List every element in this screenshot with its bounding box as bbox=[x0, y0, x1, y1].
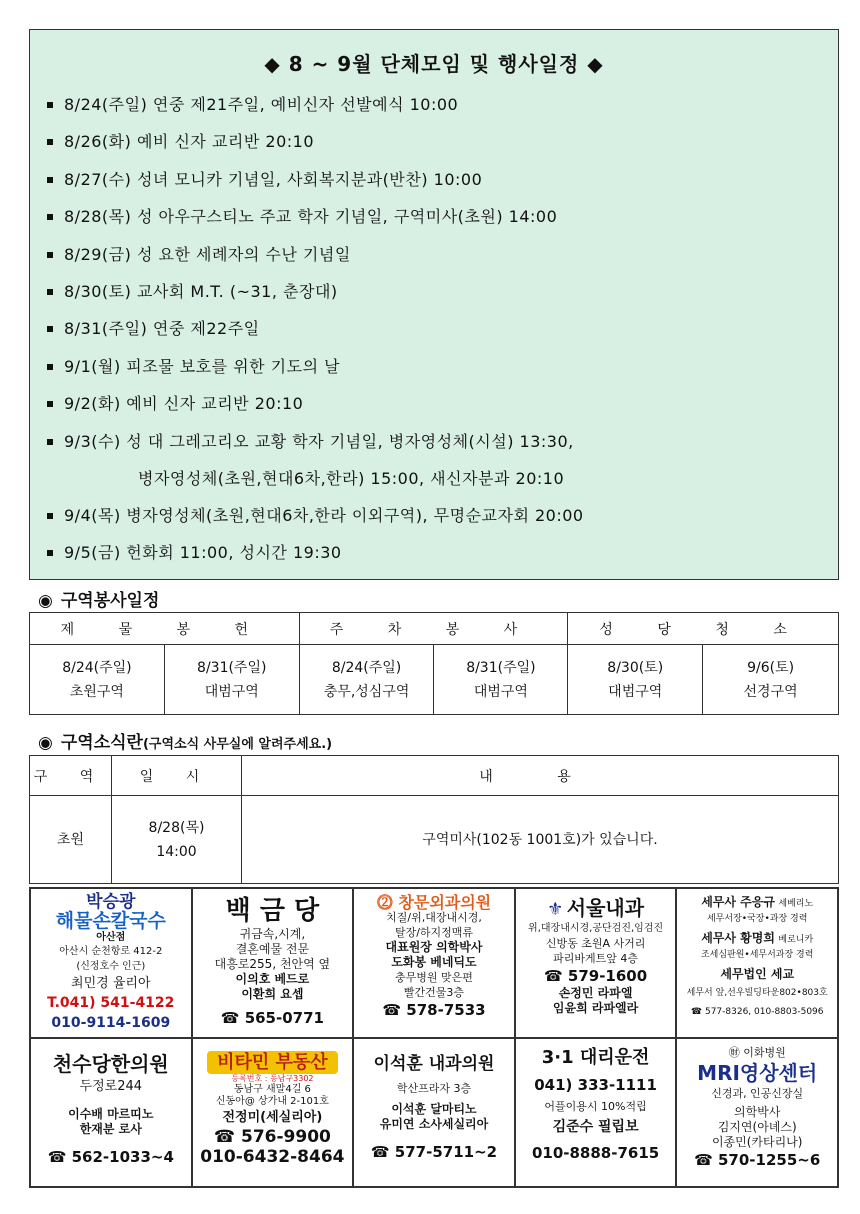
ad-seoul-clinic: ⚜ 서울내과 위,대장내시경,공단검진,임검진 신방동 초원A 사거리 파리바게트앞 4층 ☎ 579-1600 손정민 라파엘 임윤희 라파엘라 bbox=[515, 888, 677, 1038]
list-item: 8/24(주일) 연중 제21주일, 예비신자 선발예식 10:00 bbox=[30, 93, 838, 130]
table-row bbox=[30, 645, 839, 715]
square-bullet-icon bbox=[47, 439, 53, 445]
table-header: 일 시 bbox=[112, 756, 242, 796]
clinic-logo: ⚜ 서울내과 bbox=[547, 896, 645, 920]
circle-bullet-icon: ◉ bbox=[38, 733, 53, 753]
list-item: 8/26(화) 예비 신자 교리반 20:10 bbox=[30, 130, 838, 167]
table-cell: 구역미사(102동 1001호)가 있습니다. bbox=[242, 796, 839, 884]
table-header: 주 차 봉 사 bbox=[299, 613, 568, 645]
square-bullet-icon bbox=[47, 289, 53, 295]
list-item: 9/4(목) 병자영성체(초원,현대6차,한라 이외구역), 무명순교자회 20:00 bbox=[30, 504, 838, 541]
logo-icon: ⓶ bbox=[376, 893, 393, 912]
circle-bullet-icon: ◉ bbox=[38, 591, 53, 611]
square-bullet-icon bbox=[47, 513, 53, 519]
table-row bbox=[30, 796, 839, 884]
square-bullet-icon bbox=[47, 364, 53, 370]
schedule-list bbox=[30, 93, 838, 578]
table-cell: 8/31(주일) 대범구역 bbox=[434, 645, 568, 715]
list-item: 8/30(토) 교사회 M.T. (~31, 춘장대) bbox=[30, 280, 838, 317]
table-cell: 8/30(토) 대범구역 bbox=[568, 645, 703, 715]
ads-grid bbox=[29, 887, 839, 1188]
table-cell: 8/28(목) 14:00 bbox=[112, 796, 242, 884]
schedule-title: ◆ 8 ~ 9월 단체모임 및 행사일정 ◆ bbox=[264, 52, 604, 76]
ad-baekgeumdang: 백 금 당 귀금속,시계, 결혼예물 전문 대흥로255, 천안역 옆 이의호 베드로 이환희 요셉 ☎ 565-0771 bbox=[192, 888, 354, 1038]
ad-cheonsudang: 천수당한의원 두정로244 이수배 마르띠노 한재분 로사 ☎ 562-1033~4 bbox=[30, 1038, 192, 1188]
ad-driver-service: 3·1 대리운전 041) 333-1111 어플이용시 10%적립 김준수 필립보 010-8888-7615 bbox=[515, 1038, 677, 1188]
square-bullet-icon bbox=[47, 139, 53, 145]
ad-kalguksu: 박승광 해물손칼국수 아산점 아산시 순천항로 412-2 (신정호수 인근) 최민경 율리아 T.041) 541-4122 010-9114-1609 bbox=[30, 888, 192, 1038]
list-item: 9/5(금) 헌화회 11:00, 성시간 19:30 bbox=[30, 541, 838, 578]
table-header: 구 역 bbox=[30, 756, 112, 796]
ad-mri-center: ㊖ 이화병원 MRI영상센터 신경과, 인공신장실 의학박사 김지연(아녜스) 이종민(카타리나) ☎ 570-1255~6 bbox=[676, 1038, 838, 1188]
ad-vitamin-realty: 비타민 부동산 등록번호 : 동남구3302 동남구 새말4길 6 신동아@ 상가내 2-101호 전정미(세실리아) ☎ 576-9900 010-6432-8464 bbox=[192, 1038, 354, 1188]
table-header: 제 물 봉 헌 bbox=[30, 613, 300, 645]
table-cell: 8/24(주일) 충무,성심구역 bbox=[299, 645, 434, 715]
ad-lee-clinic: 이석훈 내과의원 학산프라자 3층 이석훈 달마티노 유미연 소사세실리아 ☎ 577-5711~2 bbox=[353, 1038, 515, 1188]
list-item: 9/3(수) 성 대 그레고리오 교황 학자 기념일, 병자영성체(시설) 13:30, 병자영성체(초원,현대6차,한라) 15:00, 새신자분과 20:10 bbox=[30, 430, 838, 504]
table-header: 성 당 청 소 bbox=[568, 613, 839, 645]
list-item: 8/28(목) 성 아우구스티노 주교 학자 기념일, 구역미사(초원) 14:00 bbox=[30, 205, 838, 242]
hospital-logo-icon: ㊖ bbox=[728, 1045, 740, 1059]
news-section-title: ◉ 구역소식란(구역소식 사무실에 알려주세요.) bbox=[38, 733, 333, 753]
event-schedule-box bbox=[29, 29, 839, 580]
ad-tax-accountant: 세무사 주응규 세베리노 세무서장•국장•과장 경력 세무사 황명희 베로니카 조세심판원•세무서과장 경력 세무법인 세교 세무서 앞,선우빌딩타운802•803호 ☎ 577-8326, 010-8803-5096 bbox=[676, 888, 838, 1038]
table-header: 내 용 bbox=[242, 756, 839, 796]
table-row bbox=[30, 613, 839, 645]
table-cell: 8/31(주일) 대범구역 bbox=[164, 645, 299, 715]
square-bullet-icon bbox=[47, 102, 53, 108]
square-bullet-icon bbox=[47, 252, 53, 258]
square-bullet-icon bbox=[47, 550, 53, 556]
square-bullet-icon bbox=[47, 401, 53, 407]
list-item: 9/2(화) 예비 신자 교리반 20:10 bbox=[30, 392, 838, 429]
table-cell: 9/6(토) 선경구역 bbox=[703, 645, 839, 715]
service-table bbox=[29, 612, 839, 715]
table-row bbox=[30, 756, 839, 796]
square-bullet-icon bbox=[47, 177, 53, 183]
clinic-logo: ⓶ 창문외과의원 bbox=[376, 893, 492, 912]
university-emblem-icon: ⚜ bbox=[547, 899, 564, 920]
list-item: 8/29(금) 성 요한 세례자의 수난 기념일 bbox=[30, 243, 838, 280]
service-section-title: ◉ 구역봉사일정 bbox=[38, 591, 160, 611]
square-bullet-icon bbox=[47, 214, 53, 220]
table-cell: 8/24(주일) 초원구역 bbox=[30, 645, 165, 715]
list-item: 8/31(주일) 연중 제22주일 bbox=[30, 317, 838, 354]
table-cell: 초원 bbox=[30, 796, 112, 884]
ad-changmun-clinic: ⓶ 창문외과의원 치질/위,대장내시경, 탈장/하지정맥류 대표원장 의학박사 도화봉 베네딕도 충무병원 맞은편 빨간건물3층 ☎ 578-7533 bbox=[353, 888, 515, 1038]
square-bullet-icon bbox=[47, 326, 53, 332]
list-item: 9/1(월) 피조물 보호를 위한 기도의 날 bbox=[30, 355, 838, 392]
news-table bbox=[29, 755, 839, 884]
list-item: 8/27(수) 성녀 모니카 기념일, 사회복지분과(반찬) 10:00 bbox=[30, 168, 838, 205]
